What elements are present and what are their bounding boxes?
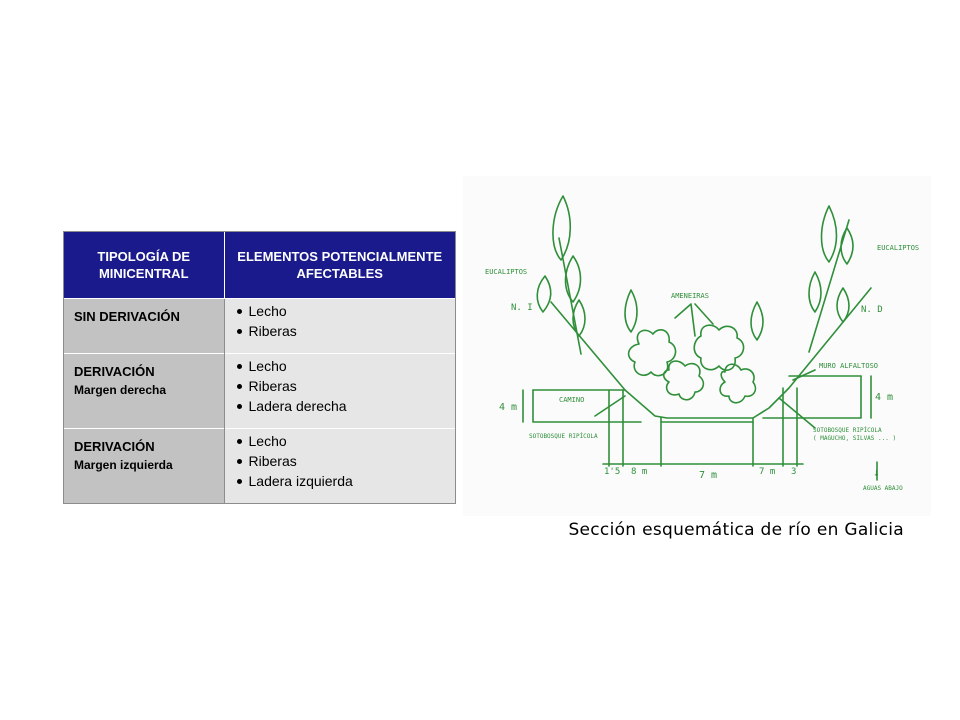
right-wall-line	[763, 376, 861, 418]
right-tree-leaf	[809, 272, 821, 312]
label-path: CAMINO	[559, 396, 585, 404]
flow-arrow-icon: ↓	[873, 466, 880, 479]
right-tree-leaf	[837, 288, 849, 322]
typology-table-container	[63, 231, 456, 504]
alder-crown	[664, 361, 704, 400]
dim-label: 1'5	[604, 467, 621, 477]
list-item: Ladera derecha	[237, 396, 452, 416]
label-eucalyptus-left: EUCALIPTOS	[485, 268, 528, 276]
elements-list	[237, 356, 452, 416]
row-type-cell	[64, 429, 224, 504]
list-item: Ladera izquierda	[237, 471, 452, 491]
row-type-cell	[64, 299, 224, 354]
list-item: Riberas	[237, 451, 452, 471]
header-elements: ELEMENTOS POTENCIALMENTE AFECTABLES	[224, 232, 455, 299]
right-tree-leaf	[822, 206, 837, 262]
header-typology: TIPOLOGÍA DE MINICENTRAL	[64, 232, 224, 299]
elements-list	[237, 301, 452, 341]
label-height-left: 4 m	[499, 402, 518, 413]
left-tree-trunk	[559, 238, 581, 354]
list-item: Lecho	[237, 301, 452, 321]
left-wall-line	[533, 390, 641, 422]
row-elements-cell	[224, 354, 455, 429]
dim-label: 8 m	[631, 467, 648, 477]
row-type-cell	[64, 354, 224, 429]
row-subtype-label: Margen derecha	[74, 383, 167, 397]
river-section-sketch	[463, 176, 931, 516]
alders-pointer	[675, 304, 713, 336]
figure-caption: Sección esquemática de río en Galicia	[568, 520, 904, 540]
alder-crown	[694, 325, 743, 370]
label-flow: AGUAS ABAJO	[863, 485, 903, 492]
right-tree-leaf	[841, 228, 853, 264]
center-tree-leaf	[751, 302, 763, 340]
list-item: Riberas	[237, 376, 452, 396]
list-item: Riberas	[237, 321, 452, 341]
table-row	[64, 299, 455, 354]
label-eucalyptus-right: EUCALIPTOS	[877, 244, 920, 252]
left-tree-leaf	[537, 276, 551, 312]
left-tree-leaf	[566, 256, 581, 302]
list-item: Lecho	[237, 356, 452, 376]
right-tree-trunk	[809, 220, 849, 352]
row-elements-cell	[224, 429, 455, 504]
label-margin-left: N. I	[511, 303, 533, 313]
sketch-labels	[485, 244, 919, 492]
label-alders: AMENEIRAS	[671, 292, 709, 300]
elements-list	[237, 431, 452, 491]
dim-label: 3	[791, 467, 797, 477]
label-height-right: 4 m	[875, 392, 894, 403]
row-elements-cell	[224, 299, 455, 354]
list-item: Lecho	[237, 431, 452, 451]
row-type-label: DERIVACIÓN	[74, 364, 155, 379]
center-tree-leaf	[625, 290, 637, 332]
table-header-row	[64, 232, 455, 299]
row-type-label: SIN DERIVACIÓN	[74, 309, 180, 324]
label-leader	[595, 370, 815, 428]
table-row	[64, 429, 455, 504]
typology-table	[64, 232, 455, 503]
label-understory-right: SOTOBOSQUE RIPÍCOLA	[813, 427, 882, 434]
label-wall: MURO ALFALTOSO	[819, 362, 879, 370]
label-understory-left: SOTOBOSQUE RIPÍCOLA	[529, 433, 598, 440]
table-row	[64, 354, 455, 429]
alder-crown	[720, 364, 755, 403]
row-subtype-label: Margen izquierda	[74, 458, 173, 472]
label-understory-right-note: ( MAGUCHO, SILVAS ... )	[813, 435, 897, 442]
row-type-label: DERIVACIÓN	[74, 439, 155, 454]
dim-label: 7 m	[699, 470, 718, 481]
label-margin-right: N. D	[861, 305, 883, 315]
dim-label: 7 m	[759, 467, 776, 477]
